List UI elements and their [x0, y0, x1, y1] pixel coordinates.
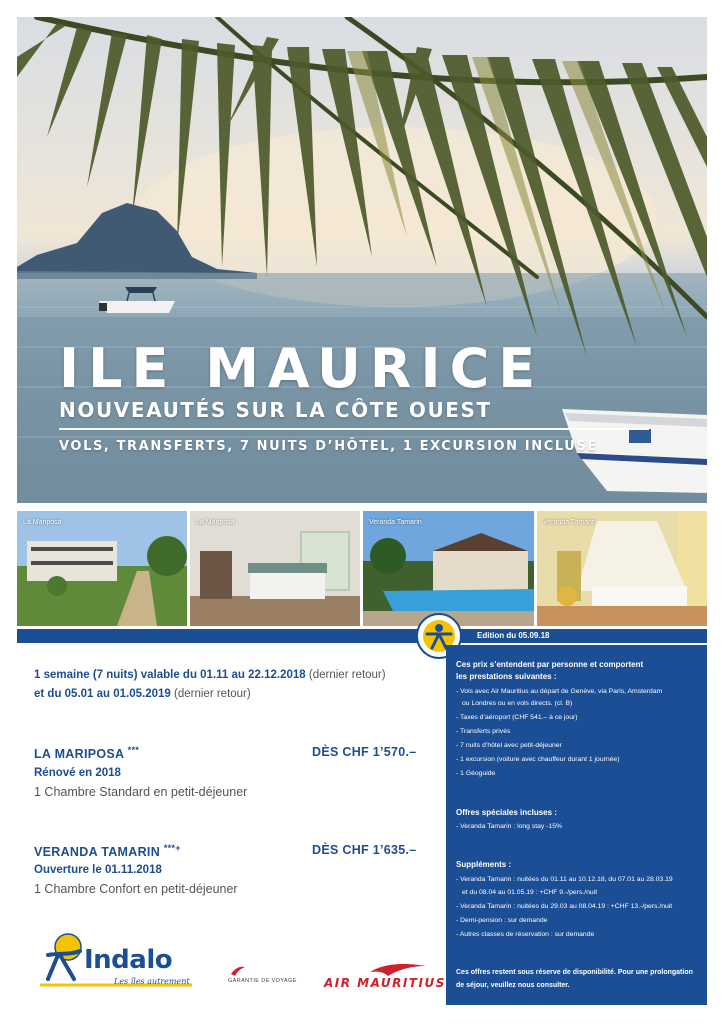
hero-scene [17, 17, 707, 503]
photo-scene [363, 511, 534, 626]
supplement-item: - Veranda Tamarin : nuitées du 29.03 au 08.04.19 : +CHF 13.-/pers./nuit [456, 903, 673, 910]
validity-line-2 [34, 688, 251, 700]
hero-divider [59, 428, 649, 430]
hero-image [17, 17, 707, 503]
hotel-name-text: VERANDA TAMARIN [34, 845, 161, 860]
hotel-room-veranda: 1 Chambre Confort en petit-déjeuner [34, 882, 238, 896]
supplement-item: - Demi-pension : sur demande [456, 917, 548, 924]
hotel-name-mariposa [34, 745, 139, 761]
supplement-item: et du 08.04 au 01.05.19 : +CHF 9.-/pers./nuit [462, 889, 598, 896]
supplement-item: - Autres classes de réservation : sur demande [456, 931, 595, 938]
hotel-stars: ***+ [163, 843, 181, 853]
panel-intro-1: Ces prix s’entendent par personne et comportent [456, 660, 644, 669]
hero-tagline: VOLS, TRANSFERTS, 7 NUITS D’HÔTEL, 1 EXCURSION INCLUSE [59, 439, 598, 454]
edition-date: Edition du 05.09.18 [477, 631, 550, 640]
service-item: - 7 nuits d’hôtel avec petit-déjeuner [456, 742, 562, 749]
photo-caption: Veranda Tamarin [369, 519, 422, 526]
service-item: - 1 excursion (voiture avec chauffeur durant 1 journée) [456, 756, 620, 763]
service-item: ou Londres ou en vols directs. (cl. B) [462, 700, 573, 707]
offers-title: Offres spéciales incluses : [456, 808, 557, 817]
brand-slogan: Les îles autrement [114, 977, 190, 986]
panel-footer-1: Ces offres restent sous réserve de disponibilité. Pour une prolongation [456, 969, 693, 976]
photo-veranda-tamarin-pool [363, 511, 534, 626]
hotel-name-text: LA MARIPOSA [34, 747, 124, 762]
prices-info-panel [446, 645, 707, 1005]
validity-dates-1: 1 semaine (7 nuits) valable du 01.11 au 22.12.2018 [34, 669, 306, 681]
hotel-note-mariposa: Rénové en 2018 [34, 767, 121, 779]
validity-note-1: (dernier retour) [308, 669, 386, 681]
hero-subtitle: NOUVEAUTÉS SUR LA CÔTE OUEST [59, 398, 492, 422]
photo-caption: La Mariposa [23, 519, 62, 526]
panel-footer-2: de séjour, veuillez nous consulter. [456, 982, 570, 989]
hotel-note-veranda: Ouverture le 01.11.2018 [34, 864, 162, 876]
hotel-price-mariposa: DÈS CHF 1’570.– [312, 745, 417, 759]
offer-item: - Veranda Tamarin : long stay -15% [456, 823, 563, 830]
service-item: - 1 Géoguide [456, 770, 496, 777]
validity-dates-2: et du 05.01 au 01.05.2019 [34, 688, 171, 700]
photo-la-mariposa-room [190, 511, 360, 626]
supplement-item: - Veranda Tamarin : nuitées du 01.11 au 10.12.18, du 07.01 au 28.03.19 [456, 876, 673, 883]
service-item: - Transferts privés [456, 728, 511, 735]
airline-bird-icon [370, 962, 426, 976]
hotel-room-mariposa: 1 Chambre Standard en petit-déjeuner [34, 785, 248, 799]
guarantee-icon [231, 966, 245, 976]
photo-scene [190, 511, 360, 626]
photo-la-mariposa-exterior [17, 511, 187, 626]
photo-scene [17, 511, 187, 626]
hotel-price-veranda: DÈS CHF 1’635.– [312, 843, 417, 857]
photo-veranda-tamarin-room [537, 511, 707, 626]
hotel-name-veranda [34, 843, 181, 859]
service-item: - Vols avec Air Mauritius au départ de Genève, via Paris, Amsterdam [456, 688, 663, 695]
photo-caption: La Mariposa [196, 519, 235, 526]
hotel-stars: *** [127, 745, 140, 755]
hero-title: ILE MAURICE [59, 337, 545, 400]
airline-logo-text: AIR MAURITIUS [324, 976, 446, 990]
supplements-title: Suppléments : [456, 860, 512, 869]
validity-note-2: (dernier retour) [174, 688, 251, 700]
indalo-logo [36, 933, 196, 993]
photo-scene [537, 511, 707, 626]
photo-caption: Veranda Tamarin [543, 519, 596, 526]
panel-intro-2: les prestations suivantes : [456, 672, 557, 681]
service-item: - Taxes d’aéroport (CHF 541.– à ce jour) [456, 714, 578, 721]
brand-name: Indalo [84, 945, 173, 975]
travel-guarantee-label: GARANTIE DE VOYAGE [228, 978, 297, 984]
validity-line-1 [34, 669, 386, 681]
